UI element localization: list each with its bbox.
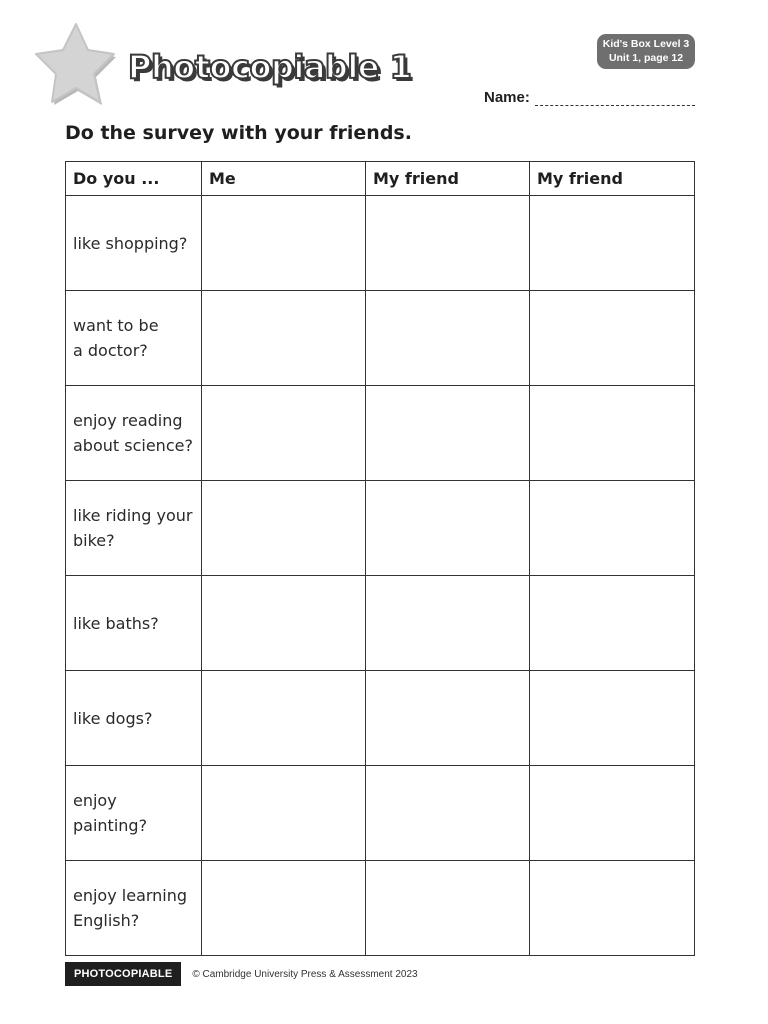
- star-icon: [30, 20, 116, 110]
- question-text: like riding your: [73, 506, 193, 525]
- answer-cell-friend-2: [530, 291, 695, 386]
- question-cell: [66, 576, 202, 671]
- answer-cell-friend-1: [366, 291, 530, 386]
- name-field: [484, 89, 695, 106]
- question-cell: [66, 386, 202, 481]
- table-header-row: [66, 162, 695, 196]
- answer-cell-friend-2: [530, 766, 695, 861]
- table-row: [66, 196, 695, 291]
- table-row: [66, 386, 695, 481]
- footer: [65, 962, 418, 986]
- question-text: a doctor?: [73, 341, 148, 360]
- answer-cell-friend-2: [530, 196, 695, 291]
- column-header-me: Me: [202, 162, 366, 196]
- column-header-friend-2: My friend: [530, 162, 695, 196]
- table-row: [66, 861, 695, 956]
- answer-cell-friend-1: [366, 671, 530, 766]
- question-cell: [66, 481, 202, 576]
- answer-cell-friend-2: [530, 386, 695, 481]
- question-text: enjoy learning: [73, 886, 188, 905]
- answer-cell-friend-1: [366, 481, 530, 576]
- page-title: Photocopiable 1: [128, 48, 412, 86]
- question-cell: [66, 291, 202, 386]
- table-row: [66, 481, 695, 576]
- table-row: [66, 576, 695, 671]
- copyright-text: © Cambridge University Press & Assessment 2023: [192, 968, 418, 980]
- question-cell: [66, 671, 202, 766]
- answer-cell-me: [202, 481, 366, 576]
- answer-cell-me: [202, 196, 366, 291]
- answer-cell-friend-1: [366, 766, 530, 861]
- answer-cell-me: [202, 861, 366, 956]
- survey-table: [65, 161, 695, 956]
- question-text: enjoy reading: [73, 411, 183, 430]
- answer-cell-me: [202, 386, 366, 481]
- photocopiable-badge: PHOTOCOPIABLE: [65, 962, 181, 986]
- level-badge: [597, 34, 695, 69]
- badge-level: Kid's Box Level 3: [602, 38, 690, 50]
- question-text: bike?: [73, 531, 115, 550]
- instruction-heading: Do the survey with your friends.: [65, 122, 412, 144]
- name-line: [535, 91, 695, 106]
- question-text: like shopping?: [73, 233, 188, 253]
- question-text: painting?: [73, 816, 148, 835]
- question-cell: [66, 861, 202, 956]
- answer-cell-friend-2: [530, 481, 695, 576]
- answer-cell-friend-2: [530, 861, 695, 956]
- answer-cell-me: [202, 576, 366, 671]
- question-text: want to be: [73, 316, 159, 335]
- column-header-friend-1: My friend: [366, 162, 530, 196]
- column-header-question: Do you ...: [66, 162, 202, 196]
- table-row: [66, 766, 695, 861]
- question-text: like dogs?: [73, 708, 153, 728]
- answer-cell-friend-2: [530, 576, 695, 671]
- question-cell: [66, 766, 202, 861]
- answer-cell-me: [202, 671, 366, 766]
- answer-cell-friend-1: [366, 196, 530, 291]
- question-text: English?: [73, 911, 140, 930]
- answer-cell-friend-1: [366, 576, 530, 671]
- question-cell: [66, 196, 202, 291]
- question-text: about science?: [73, 436, 193, 455]
- answer-cell-me: [202, 766, 366, 861]
- answer-cell-friend-2: [530, 671, 695, 766]
- badge-unit: Unit 1, page 12: [608, 52, 684, 64]
- answer-cell-friend-1: [366, 861, 530, 956]
- question-text: enjoy: [73, 791, 117, 810]
- table-row: [66, 671, 695, 766]
- name-label: Name:: [484, 89, 530, 106]
- table-row: [66, 291, 695, 386]
- answer-cell-friend-1: [366, 386, 530, 481]
- answer-cell-me: [202, 291, 366, 386]
- question-text: like baths?: [73, 613, 159, 633]
